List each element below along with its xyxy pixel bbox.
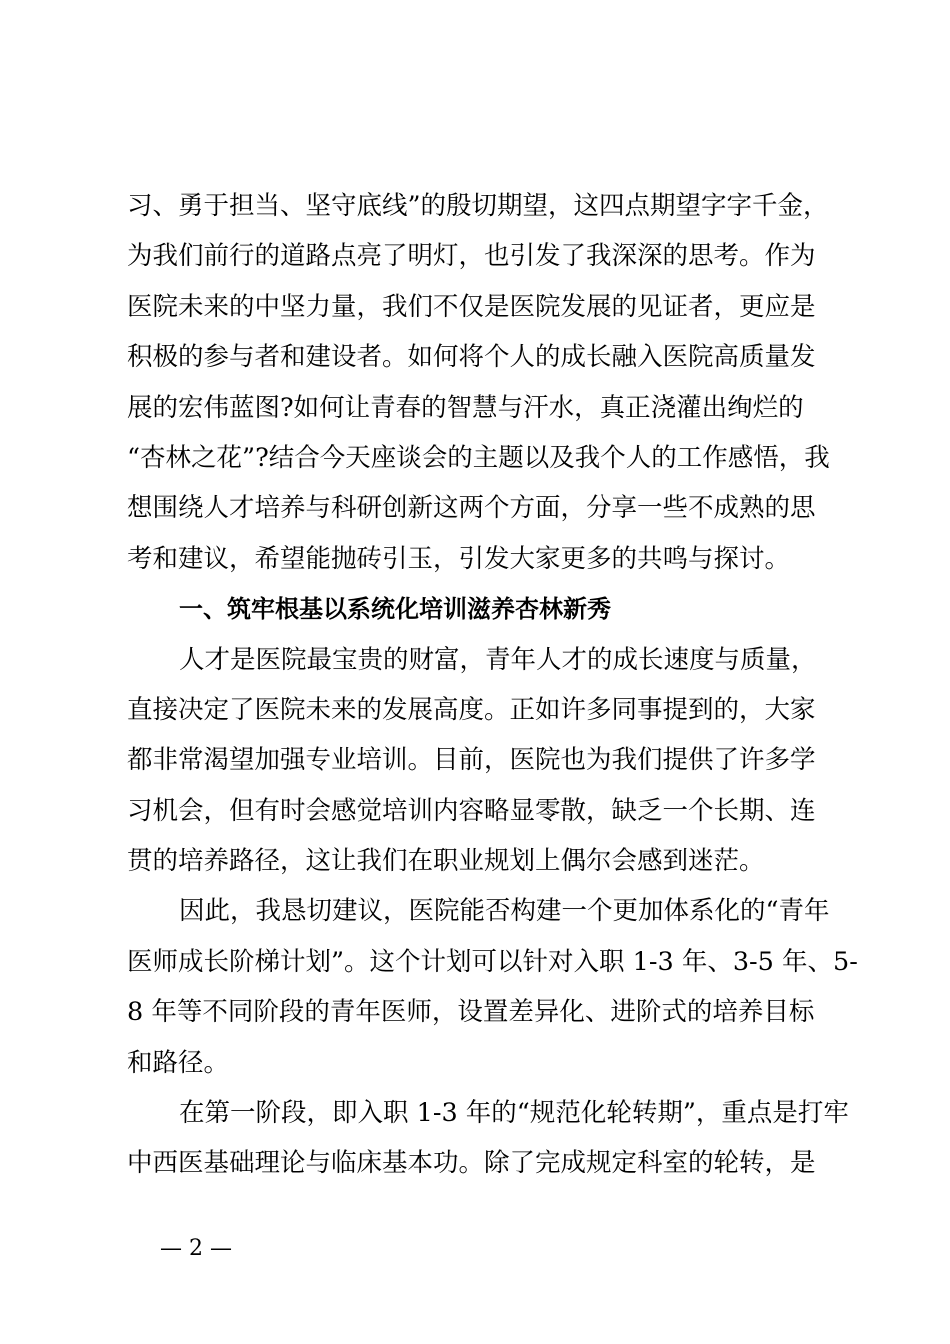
paragraph-line: 习机会，但有时会感觉培训内容略显零散，缺乏一个长期、连 [127, 795, 816, 826]
page-number: — 2 — [160, 1236, 232, 1261]
paragraph-line: 展的宏伟蓝图?如何让青春的智慧与汗水，真正浇灌出绚烂的 [127, 392, 804, 423]
paragraph-line: 直接决定了医院未来的发展高度。正如许多同事提到的，大家 [127, 694, 816, 725]
paragraph-line: 8 年等不同阶段的青年医师，设置差异化、进阶式的培养目标 [127, 997, 815, 1028]
paragraph-line: 都非常渴望加强专业培训。目前，医院也为我们提供了许多学 [127, 745, 816, 776]
section-heading: 一、筑牢根基以系统化培训滋养杏林新秀 [179, 595, 611, 624]
paragraph-line: 考和建议，希望能抛砖引玉，引发大家更多的共鸣与探讨。 [127, 543, 791, 574]
paragraph-line: 为我们前行的道路点亮了明灯，也引发了我深深的思考。作为 [127, 241, 816, 272]
paragraph-line: 和路径。 [127, 1047, 230, 1078]
paragraph-line: 习、勇于担当、坚守底线”的殷切期望，这四点期望字字千金， [127, 191, 829, 221]
paragraph-line: “杏林之花”?结合今天座谈会的主题以及我个人的工作感悟，我 [127, 442, 830, 473]
paragraph-line: 在第一阶段，即入职 1-3 年的“规范化轮转期”，重点是打牢 [179, 1098, 849, 1129]
paragraph-line: 贯的培养路径，这让我们在职业规划上偶尔会感到迷茫。 [127, 846, 765, 877]
paragraph-line: 积极的参与者和建设者。如何将个人的成长融入医院高质量发 [127, 342, 816, 373]
paragraph-line: 医师成长阶梯计划”。这个计划可以针对入职 1-3 年、3-5 年、5- [127, 946, 858, 977]
paragraph-line: 医院未来的中坚力量，我们不仅是医院发展的见证者，更应是 [127, 291, 816, 322]
paragraph-line: 人才是医院最宝贵的财富，青年人才的成长速度与质量， [179, 644, 817, 675]
paragraph-line: 想围绕人才培养与科研创新这两个方面，分享一些不成熟的思 [127, 493, 816, 524]
paragraph-line: 因此，我恳切建议，医院能否构建一个更加体系化的“青年 [179, 896, 830, 927]
document-body [127, 181, 858, 1189]
paragraph-line: 中西医基础理论与临床基本功。除了完成规定科室的轮转，是 [127, 1148, 816, 1179]
